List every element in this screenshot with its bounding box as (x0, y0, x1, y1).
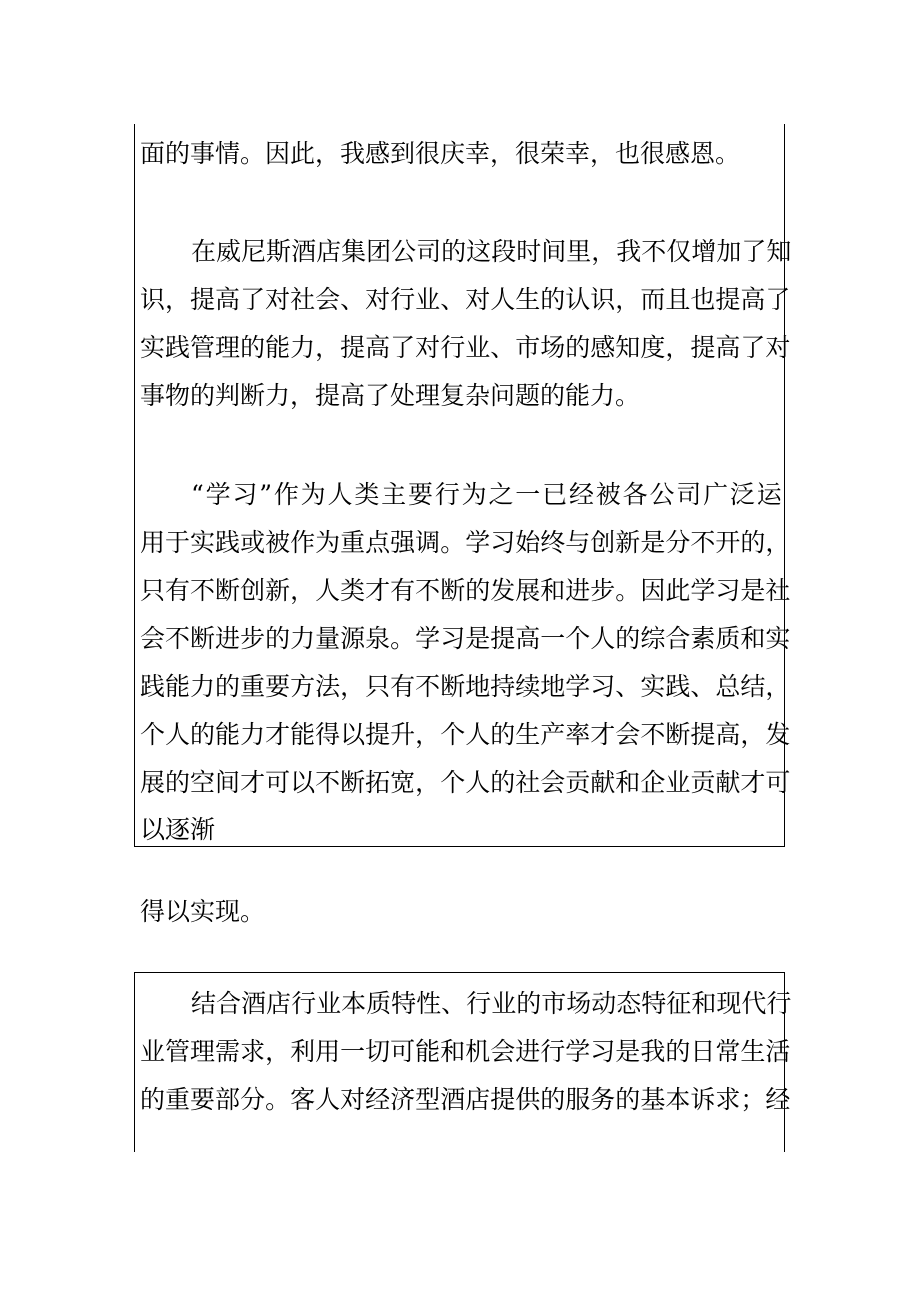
paragraph-line: 践 能 力 的 重 要 方 法 ， 只 有 不 断 地 持 续 地 学 习 、 实 践 、 总 结 ， (140, 672, 791, 701)
paragraph-line: 用 于 实 践 或 被 作 为 重 点 强 调 。 学 习 始 终 与 创 新 是 分 不 开 的 ， (140, 528, 791, 557)
paragraph-line: 识 ， 提 高 了 对 社 会 、 对 行 业 、 对 人 生 的 认 识 ， 而 且 也 提 高 了 (140, 285, 791, 314)
paragraph-line: 得以实现。 (140, 897, 266, 926)
paragraph-line: 个 人 的 能 力 才 能 得 以 提 升 ， 个 人 的 生 产 率 才 会 不 断 提 高 ， 发 (140, 720, 791, 749)
paragraph-line: 面的事情。因此，我感到很庆幸，很荣幸，也很感恩。 (140, 139, 741, 168)
paragraph-line: 的 重 要 部 分 。 客 人 对 经 济 型 酒 店 提 供 的 服 务 的 基 本 诉 求 ； 经 (140, 1085, 791, 1114)
paragraph-line: 展 的 空 间 才 可 以 不 断 拓 宽 ， 个 人 的 社 会 贡 献 和 企 业 贡 献 才 可 (140, 768, 791, 797)
paragraph-line: 会 不 断 进 步 的 力 量 源 泉 。 学 习 是 提 高 一 个 人 的 综 合 素 质 和 实 (140, 624, 791, 653)
paragraph-line: 以逐渐 (140, 815, 216, 844)
paragraph-line: 结 合 酒 店 行 业 本 质 特 性 、 行 业 的 市 场 动 态 特 征 和 现 代 行 (191, 989, 792, 1018)
paragraph-line: 实 践 管 理 的 能 力 ， 提 高 了 对 行 业 、 市 场 的 感 知 度 ， 提 高 了 对 (140, 333, 791, 362)
paragraph-line: 事物的判断力，提高了处理复杂问题的能力。 (140, 381, 641, 410)
paragraph-line: 在 威 尼 斯 酒 店 集 团 公 司 的 这 段 时 间 里 ， 我 不 仅 增 加 了 知 (191, 237, 792, 266)
paragraph-line: “ 学 习 ” 作 为 人 类 主 要 行 为 之 一 已 经 被 各 公 司 广 泛 运 (191, 480, 782, 509)
paragraph-line: 只 有 不 断 创 新 ， 人 类 才 有 不 断 的 发 展 和 进 步 。 因 此 学 习 是 社 (140, 576, 791, 605)
paragraph-line: 业 管 理 需 求 ， 利 用 一 切 可 能 和 机 会 进 行 学 习 是 我 的 日 常 生 活 (140, 1037, 791, 1066)
